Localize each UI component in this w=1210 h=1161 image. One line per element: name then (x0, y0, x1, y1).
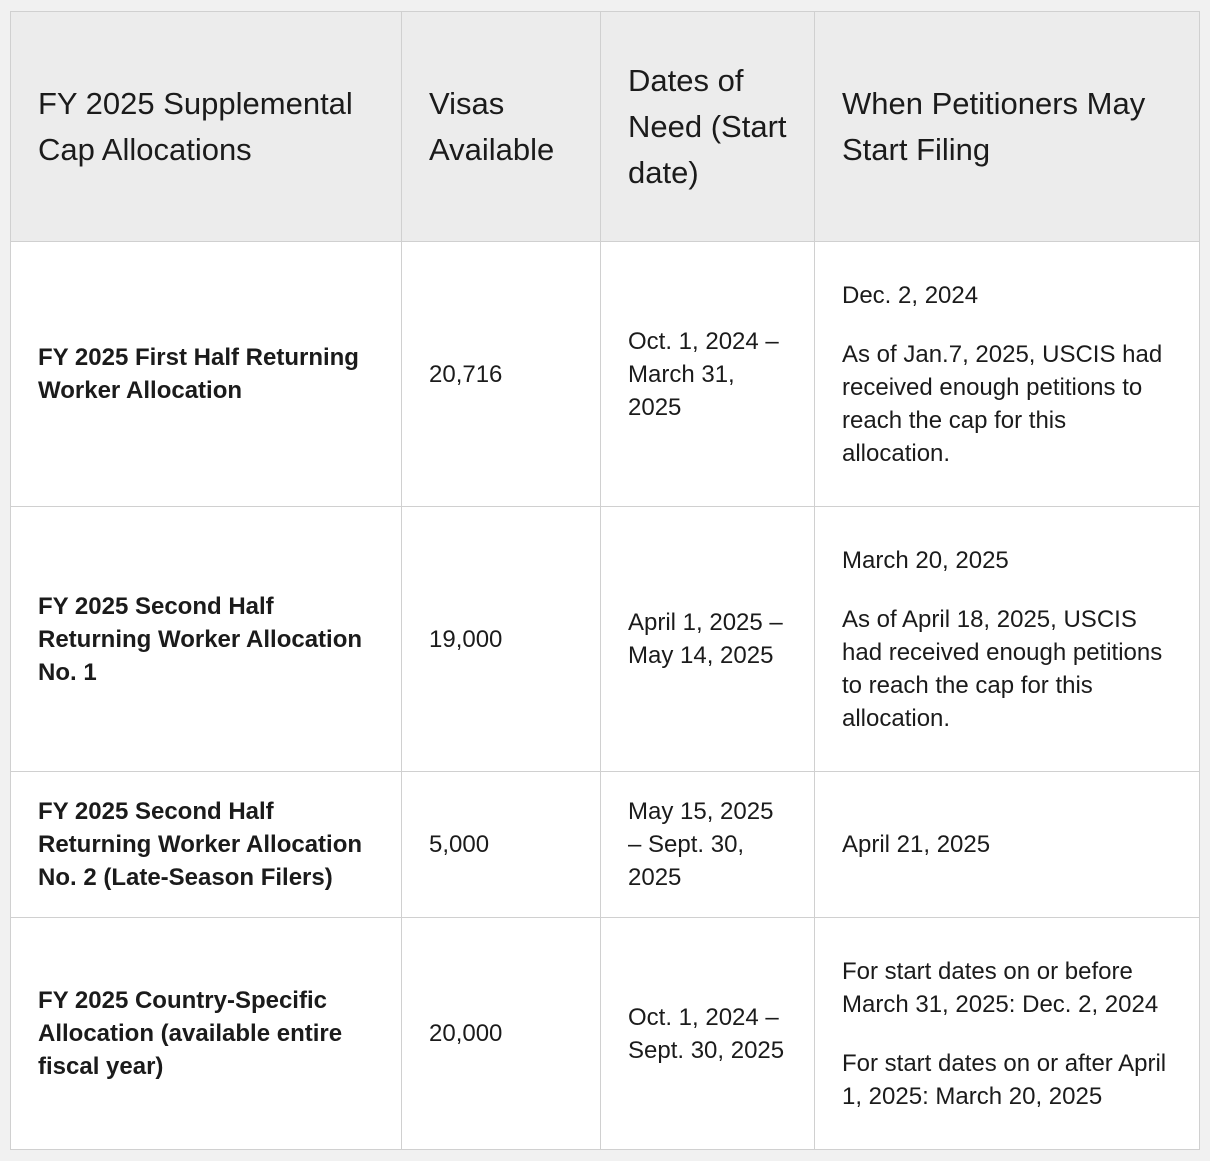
filing-date: April 21, 2025 (842, 831, 991, 858)
visas-cell: 20,716 (402, 242, 601, 507)
filing-note: As of Jan.7, 2025, USCIS had received enough petitions to reach the cap for this allocation. (842, 340, 1163, 467)
filing-cell (815, 242, 1200, 507)
table-container (10, 11, 1199, 1150)
dates-cell: Oct. 1, 2024 – March 31, 2025 (601, 242, 815, 507)
table-row (11, 507, 1200, 772)
filing-date: Dec. 2, 2024 (842, 281, 979, 309)
dates-cell: April 1, 2025 – May 14, 2025 (601, 507, 815, 772)
visas-cell: 20,000 (402, 918, 601, 1150)
dates-cell: May 15, 2025 – Sept. 30, 2025 (601, 772, 815, 918)
filing-cell (815, 918, 1200, 1150)
cap-allocations-table (10, 11, 1200, 1150)
allocation-cell: FY 2025 Second Half Returning Worker Allocation No. 1 (11, 507, 402, 772)
filing-date: March 20, 2025 (842, 546, 1009, 574)
filing-cell (815, 772, 1200, 918)
table-row (11, 918, 1200, 1150)
table-row (11, 772, 1200, 918)
dates-cell: Oct. 1, 2024 – Sept. 30, 2025 (601, 918, 815, 1150)
filing-date-before: For start dates on or before March 31, 2025: Dec. 2, 2024 (842, 957, 1159, 1018)
allocation-cell: FY 2025 Country-Specific Allocation (available entire fiscal year) (11, 918, 402, 1150)
allocation-cell: FY 2025 First Half Returning Worker Allocation (11, 242, 402, 507)
header-visas-available: Visas Available (402, 12, 601, 242)
filing-cell (815, 507, 1200, 772)
allocation-cell: FY 2025 Second Half Returning Worker Allocation No. 2 (Late-Season Filers) (11, 772, 402, 918)
filing-note: As of April 18, 2025, USCIS had received enough petitions to reach the cap for this allocation. (842, 605, 1163, 732)
visas-cell: 19,000 (402, 507, 601, 772)
header-start-filing: When Petitioners May Start Filing (815, 12, 1200, 242)
header-allocations: FY 2025 Supplemental Cap Allocations (11, 12, 402, 242)
table-header-row (11, 12, 1200, 242)
filing-date-after: For start dates on or after April 1, 2025: March 20, 2025 (842, 1049, 1167, 1110)
table-row (11, 242, 1200, 507)
header-dates-of-need: Dates of Need (Start date) (601, 12, 815, 242)
visas-cell: 5,000 (402, 772, 601, 918)
